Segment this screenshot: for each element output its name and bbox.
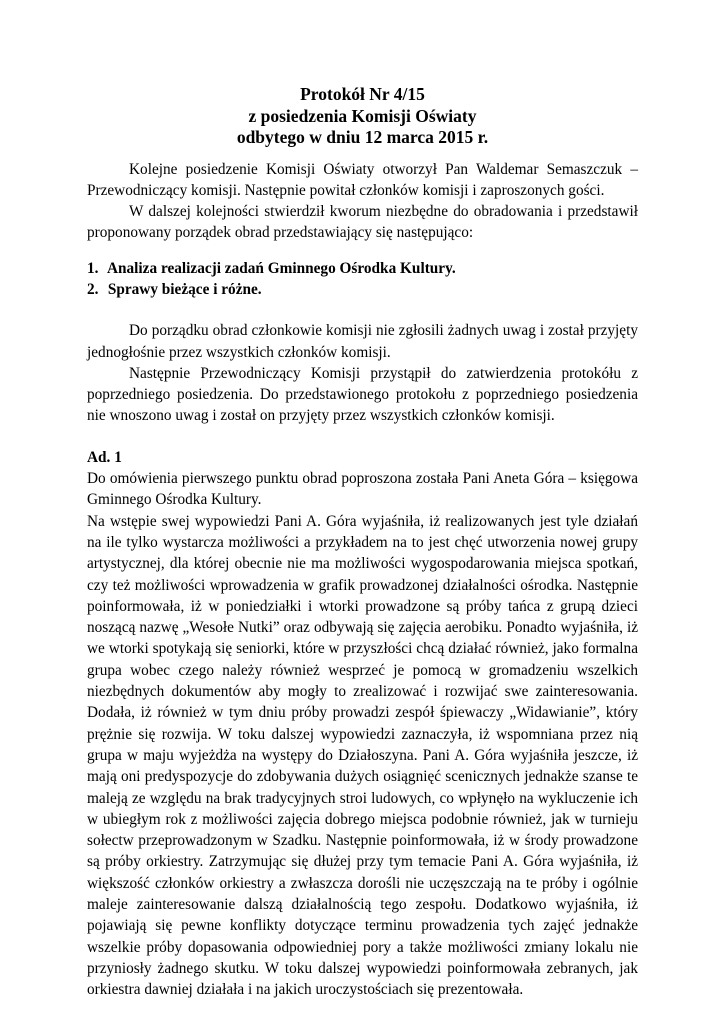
agenda-item (87, 258, 638, 279)
agenda-item-text: Analiza realizacji zadań Gminnego Ośrodka Kultury. (106, 259, 456, 277)
agenda-item-number: 2. (87, 280, 99, 298)
spacer (87, 427, 638, 447)
agenda-list (87, 258, 638, 301)
agenda-item-number: 1. (87, 259, 99, 277)
title-line-2: z posiedzenia Komisji Oświaty (248, 105, 477, 126)
agenda-item (87, 279, 638, 300)
approval-paragraph-2: Następnie Przewodniczący Komisji przystąpił do zatwierdzenia protokółu z poprzedniego posiedzenia. Do przedstawionego protokołu z poprzedniego posiedzenia nie wnoszono uwag i został on przyjęty przez wszystkich członków komisji. (87, 364, 638, 425)
section-paragraph-2: Na wstępie swej wypowiedzi Pani A. Góra wyjaśniła, iż realizowanych jest tyle działań na ile tylko wystarcza możliwości a przykładem na to jest chęć utworzenia nowej grupy artystycznej, dla której obecnie nie ma możliwości wygospodarowania miejsca spotkań, czy też możliwości wprowadzenia w grafik prowadzonej działalności ośrodka. Następnie poinformowała, iż w poniedziałki i wtorki prowadzone są próby tańca z grupą dzieci noszącą nazwę „Wesołe Nutki” oraz odbywają się zajęcia aerobiku. Ponadto wyjaśniła, iż we wtorki spotykają się seniorki, które w przyszłości chcą działać również, jako formalna grupa wobec czego należy również wesprzeć je pomocą w gromadzeniu wszelkich niezbędnych dokumentów aby mogły to zrealizować i rozwijać swe zainteresowania. Dodała, iż również w tym dniu próby prowadzi zespół śpiewaczy „Widawianie”, który prężnie się rozwija. W toku dalszej wypowiedzi zaznaczyła, iż wspomniana przez nią grupa w maju wyjeżdża na występy do Działoszyna. Pani A. Góra wyjaśniła jeszcze, iż mają oni predyspozycje do zdobywania dużych osiągnięć scenicznych jednakże szanse te maleją ze względu na brak tradycyjnych stroi ludowych, co wpłynęło na wykluczenie ich w ubiegłym rok z możliwości zajęcia dobrego miejsca podobnie również, jak w turnieju sołectw przeprowadzonym w Szadku. Następnie poinformowała, iż w środy prowadzone są próby orkiestry. Zatrzymując się dłużej przy tym temacie Pani A. Góra wyjaśniła, iż większość członków orkiestry a zwłaszcza dorośli nie uczęszczają na te próby i ogólnie maleje zainteresowanie dalszą działalnością tego zespołu. Dodatkowo wyjaśniła, iż pojawiają się pewne konflikty dotyczące terminu prowadzenia tych zajęć jednakże wszelkie próby dopasowania odpowiedniej pory a także możliwości zmiany lokalu nie przyniosły żadnego skutku. W toku dalszej wypowiedzi poinformowała zebranych, jak orkiestra dawniej działała i na jakich uroczystościach się prezentowała. (87, 512, 638, 999)
section-paragraph-1: Do omówienia pierwszego punktu obrad poproszona została Pani Aneta Góra – księgowa Gminnego Ośrodka Kultury. (87, 470, 638, 509)
section-heading: Ad. 1 (87, 448, 122, 466)
title-line-3: odbytego w dniu 12 marca 2015 r. (236, 127, 489, 147)
intro-paragraph-1: Kolejne posiedzenie Komisji Oświaty otworzył Pan Waldemar Semaszczuk – Przewodniczący komisji. Następnie powitał członków komisji i zaproszonych gości. (87, 160, 638, 199)
agenda-item-text: Sprawy bieżące i różne. (107, 280, 262, 298)
document-page (87, 84, 638, 1000)
document-title (87, 84, 638, 149)
title-line-1: Protokół Nr 4/15 (300, 84, 425, 104)
intro-paragraph-2: W dalszej kolejności stwierdził kworum niezbędne do obradowania i przedstawił proponowany porządek obrad przedstawiający się następująco: (87, 203, 638, 242)
approval-paragraph-1: Do porządku obrad członkowie komisji nie zgłosili żadnych uwag i został przyjęty jednogłośnie przez wszystkich członków komisji. (87, 322, 638, 361)
